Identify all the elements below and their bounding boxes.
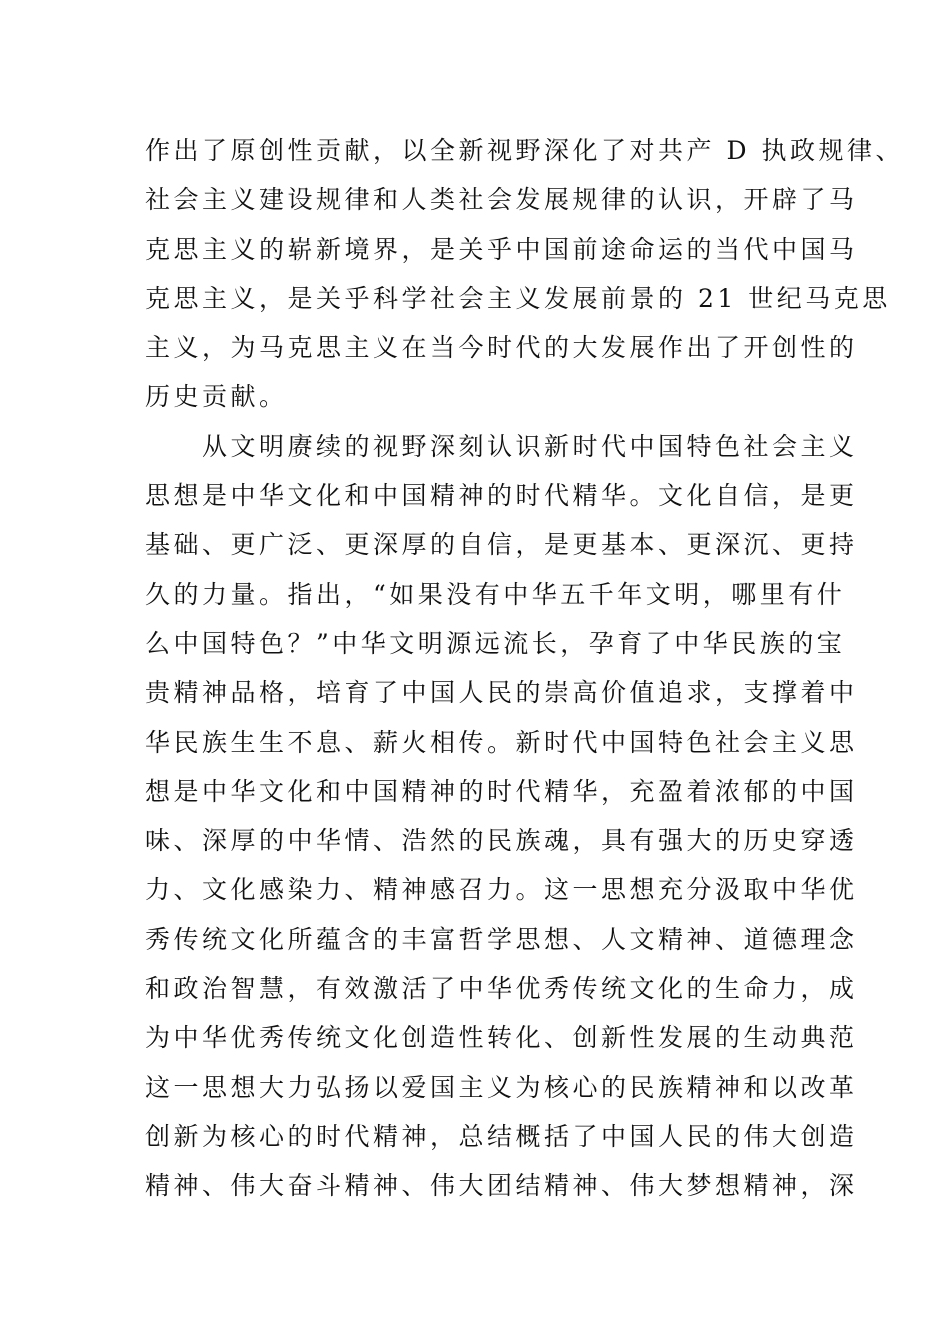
text-line: 主义，为马克思主义在当今时代的大发展作出了开创性的	[145, 333, 858, 363]
text-line: 这一思想大力弘扬以爱国主义为核心的民族精神和以改革	[145, 1072, 858, 1102]
document-body	[145, 126, 904, 1211]
text-line: 历史贡献。	[145, 382, 288, 412]
text-line: 社会主义建设规律和人类社会发展规律的认识，开辟了马	[145, 185, 858, 215]
text-line: 克思主义的崭新境界，是关乎中国前途命运的当代中国马	[145, 234, 858, 264]
text-line: 秀传统文化所蕴含的丰富哲学思想、人文精神、道德理念	[145, 924, 858, 954]
text-line: 作出了原创性贡献，以全新视野深化了对共产 D 执政规律、	[145, 136, 904, 165]
paragraph-first-line: 从文明赓续的视野深刻认识新时代中国特色社会主义	[202, 431, 858, 461]
text-line: 贵精神品格，培育了中国人民的崇高价值追求，支撑着中	[145, 678, 858, 708]
text-line: 华民族生生不息、薪火相传。新时代中国特色社会主义思	[145, 727, 858, 757]
text-line: 克思主义，是关乎科学社会主义发展前景的 21 世纪马克思	[145, 283, 891, 313]
text-line: 力、文化感染力、精神感召力。这一思想充分汲取中华优	[145, 875, 858, 905]
text-line: 精神、伟大奋斗精神、伟大团结精神、伟大梦想精神，深	[145, 1171, 858, 1201]
text-line: 久的力量。指出，“如果没有中华五千年文明，哪里有什	[145, 579, 846, 609]
text-line: 味、深厚的中华情、浩然的民族魂，具有强大的历史穿透	[145, 826, 858, 856]
text-line: 思想是中华文化和中国精神的时代精华。文化自信，是更	[145, 481, 858, 511]
text-line: 基础、更广泛、更深厚的自信，是更基本、更深沉、更持	[145, 530, 858, 560]
text-line: 和政治智慧，有效激活了中华优秀传统文化的生命力，成	[145, 974, 858, 1004]
text-line: 创新为核心的时代精神，总结概括了中国人民的伟大创造	[145, 1121, 858, 1151]
text-line: 想是中华文化和中国精神的时代精华，充盈着浓郁的中国	[145, 776, 858, 806]
text-line: 么中国特色？”中华文明源远流长，孕育了中华民族的宝	[145, 628, 846, 658]
text-line: 为中华优秀传统文化创造性转化、创新性发展的生动典范	[145, 1023, 858, 1053]
